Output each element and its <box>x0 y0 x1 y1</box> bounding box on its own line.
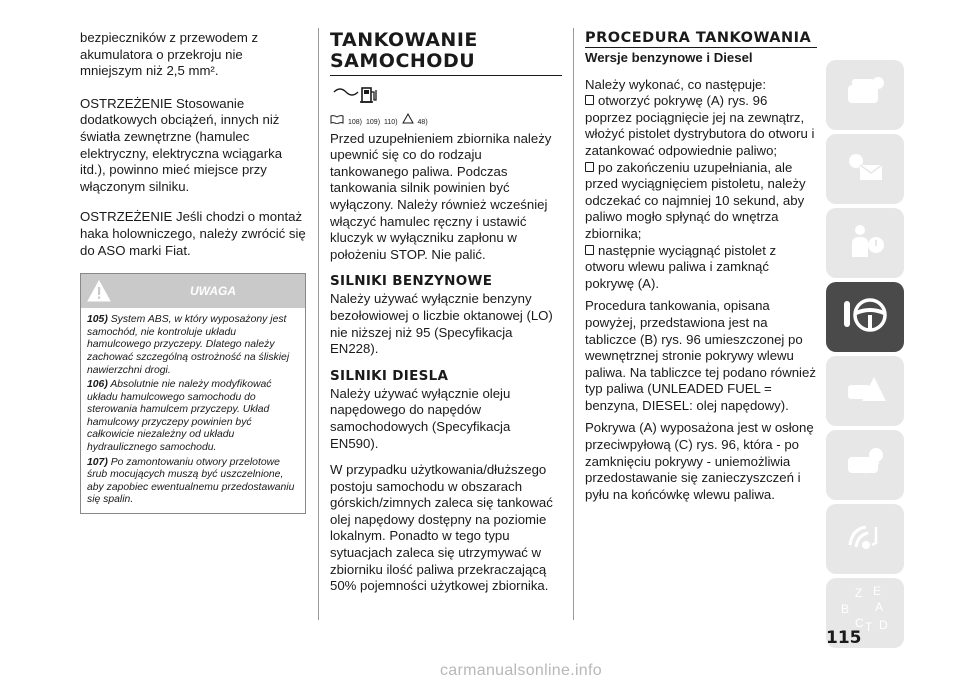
list-item-text: otworzyć pokrywę (A) rys. 96 poprzez pociągnięcie jej na zewnątrz, włożyć pistolet dystrybutora do otworu i zatankować odpowiednie paliwo; <box>585 93 815 158</box>
warning-triangle-icon <box>87 280 111 307</box>
road-warning-icon <box>842 371 888 412</box>
warning-item-number: 106) <box>87 379 108 391</box>
section-title: PROCEDURA TANKOWANIA <box>585 30 812 46</box>
chapter-tabs <box>826 60 904 652</box>
list-item <box>585 93 817 159</box>
list-item <box>585 243 817 293</box>
reference-number: 110) <box>384 118 398 126</box>
tab-driving[interactable] <box>826 282 904 352</box>
warning-body <box>81 308 305 513</box>
warning-item-text: System ABS, w który wyposażony jest samochód, nie kontroluje układu hamulcowego przyczepy. Dlatego należy zachować szczególną ostrożność na śliskiej nawierzchni drogi. <box>87 314 290 376</box>
warning-header <box>81 274 305 308</box>
list-item-text: po zakończeniu uzupełniania, ale przed wyciągnięciem pistoletu, należy odczekać co najmniej 10 sekund, aby paliwo mogło spłynąć do wnętrza zbiornika; <box>585 159 806 241</box>
paragraph: OSTRZEŻENIE Stosowanie dodatkowych obciążeń, innych niż światła zewnętrzne (hamulec elektryczny, elektryczna wciągarka itd.), powinno mieć miejsce przy włączonym silniku. <box>80 95 283 194</box>
subsection-title: SILNIKI DIESLA <box>330 367 449 384</box>
reference-row <box>330 113 562 127</box>
tab-emergency[interactable] <box>826 356 904 426</box>
column-divider <box>318 28 319 620</box>
page-number: 115 <box>826 628 862 648</box>
tab-car-info[interactable] <box>826 60 904 130</box>
reference-number: 48) <box>417 118 428 126</box>
paragraph: Pokrywa (A) wyposażona jest w osłonę przeciwpyłową (C) rys. 96, która - po zamknięciu pokrywy - uniemożliwia przedostawanie się zanieczyszczeń i pyłu na końcówkę wlewu paliwa. <box>585 420 814 502</box>
caution-icon <box>402 113 414 127</box>
warning-item <box>87 379 299 455</box>
paragraph: Należy wykonać, co następuje: <box>585 76 767 92</box>
tab-safety[interactable] <box>826 208 904 278</box>
warning-title: UWAGA <box>190 283 236 298</box>
reference-number: 108) <box>348 118 363 126</box>
tab-warning-lights[interactable] <box>826 134 904 204</box>
index-letter: D <box>879 617 888 632</box>
warning-item <box>87 457 299 507</box>
index-letter: T <box>865 619 873 634</box>
paragraph: Należy używać wyłącznie oleju napędowego do napędów samochodowych (Specyfikacja EN590). <box>330 385 511 451</box>
tab-multimedia[interactable] <box>826 504 904 574</box>
index-letter: A <box>875 599 884 614</box>
column-divider <box>573 28 574 620</box>
section-header <box>585 30 817 48</box>
list-item-text: następnie wyciągnąć pistolet z otworu wlewu paliwa i zamknąć pokrywę (A). <box>585 242 777 291</box>
warning-lights-icon <box>842 149 888 190</box>
paragraph: Procedura tankowania, opisana powyżej, przedstawiona jest na tabliczce (B) rys. 96 umieszczonej po wewnętrznej stronie pokrywy wlewu paliwa. Na tabliczce tej podano również typ paliwa (UNLEADED FUEL = benzyna, DIESEL: olej napędowy). <box>585 298 816 413</box>
book-icon <box>330 114 344 127</box>
paragraph: Należy używać wyłącznie benzyny bezołowiowej o liczbie oktanowej (LO) nie niższej niż 95 (Specyfikacja EN228). <box>330 291 553 357</box>
column-1 <box>80 30 306 514</box>
warning-box <box>80 273 306 514</box>
paragraph: OSTRZEŻENIE Jeśli chodzi o montaż haka holowniczego, należy zwrócić się do ASO marki Fiat. <box>80 209 306 258</box>
list-item <box>585 160 817 243</box>
subsection-title: Wersje benzynowe i Diesel <box>585 50 753 65</box>
reference-number: 109) <box>366 118 381 126</box>
index-letter: Z <box>855 585 863 600</box>
paragraph: W przypadku użytkowania/dłuższego postoju samochodu w obszarach górskich/zimnych zaleca się tankować olej napędowy dostępny na poziomie lokalnym. Ponadto w tego typu sytuacjach zaleca się utrzymywać w zbiorniku ilość paliwa przekraczającą 50% pojemności użytkowej zbiornika. <box>330 462 553 594</box>
fuel-pump-icon <box>332 84 562 111</box>
warning-item <box>87 314 299 377</box>
index-letter: E <box>873 583 882 598</box>
multimedia-icon <box>842 519 888 560</box>
column-3 <box>585 30 817 513</box>
checkbox-bullet-icon <box>585 95 594 105</box>
checkbox-bullet-icon <box>585 162 594 172</box>
column-2 <box>330 30 562 605</box>
index-letter: B <box>841 601 850 616</box>
warning-item-text: Absolutnie nie należy modyfikować układu hamulcowego samochodu do sterowania hamulcem przyczepy. Układ hamulcowy przyczepy powinien być całkowicie niezależny od układu hydraulicznego samochodu. <box>87 379 272 454</box>
paragraph: Przed uzupełnieniem zbiornika należy upewnić się co do rodzaju tankowanego paliwa. Podczas tankowania silnik powinien być wyłączony. Należy również wcześniej włączyć hamulec ręczny i ustawić kluczyk w wyłączniku zapłonu w położeniu STOP. Nie palić. <box>330 130 552 262</box>
section-header <box>330 30 562 76</box>
seatbelt-safety-icon <box>842 223 888 264</box>
section-title: TANKOWANIE SAMOCHODU <box>330 29 478 72</box>
car-info-icon <box>842 75 888 116</box>
warning-item-number: 105) <box>87 314 108 326</box>
watermark: carmanualsonline.info <box>440 662 602 679</box>
warning-item-number: 107) <box>87 456 108 468</box>
maintenance-icon <box>842 445 888 486</box>
checkbox-bullet-icon <box>585 245 594 255</box>
paragraph: bezpieczników z przewodem z akumulatora o przekroju nie mniejszym niż 2,5 mm². <box>80 30 259 79</box>
warning-item-text: Po zamontowaniu otwory przelotowe śrub mocujących muszą być uszczelnione, aby zapobiec ewentualnemu przedostawaniu się spalin. <box>87 456 295 506</box>
tab-maintenance[interactable] <box>826 430 904 500</box>
steering-wheel-icon <box>840 295 890 340</box>
subsection-title: SILNIKI BENZYNOWE <box>330 273 493 290</box>
index-letter: C <box>855 615 864 630</box>
